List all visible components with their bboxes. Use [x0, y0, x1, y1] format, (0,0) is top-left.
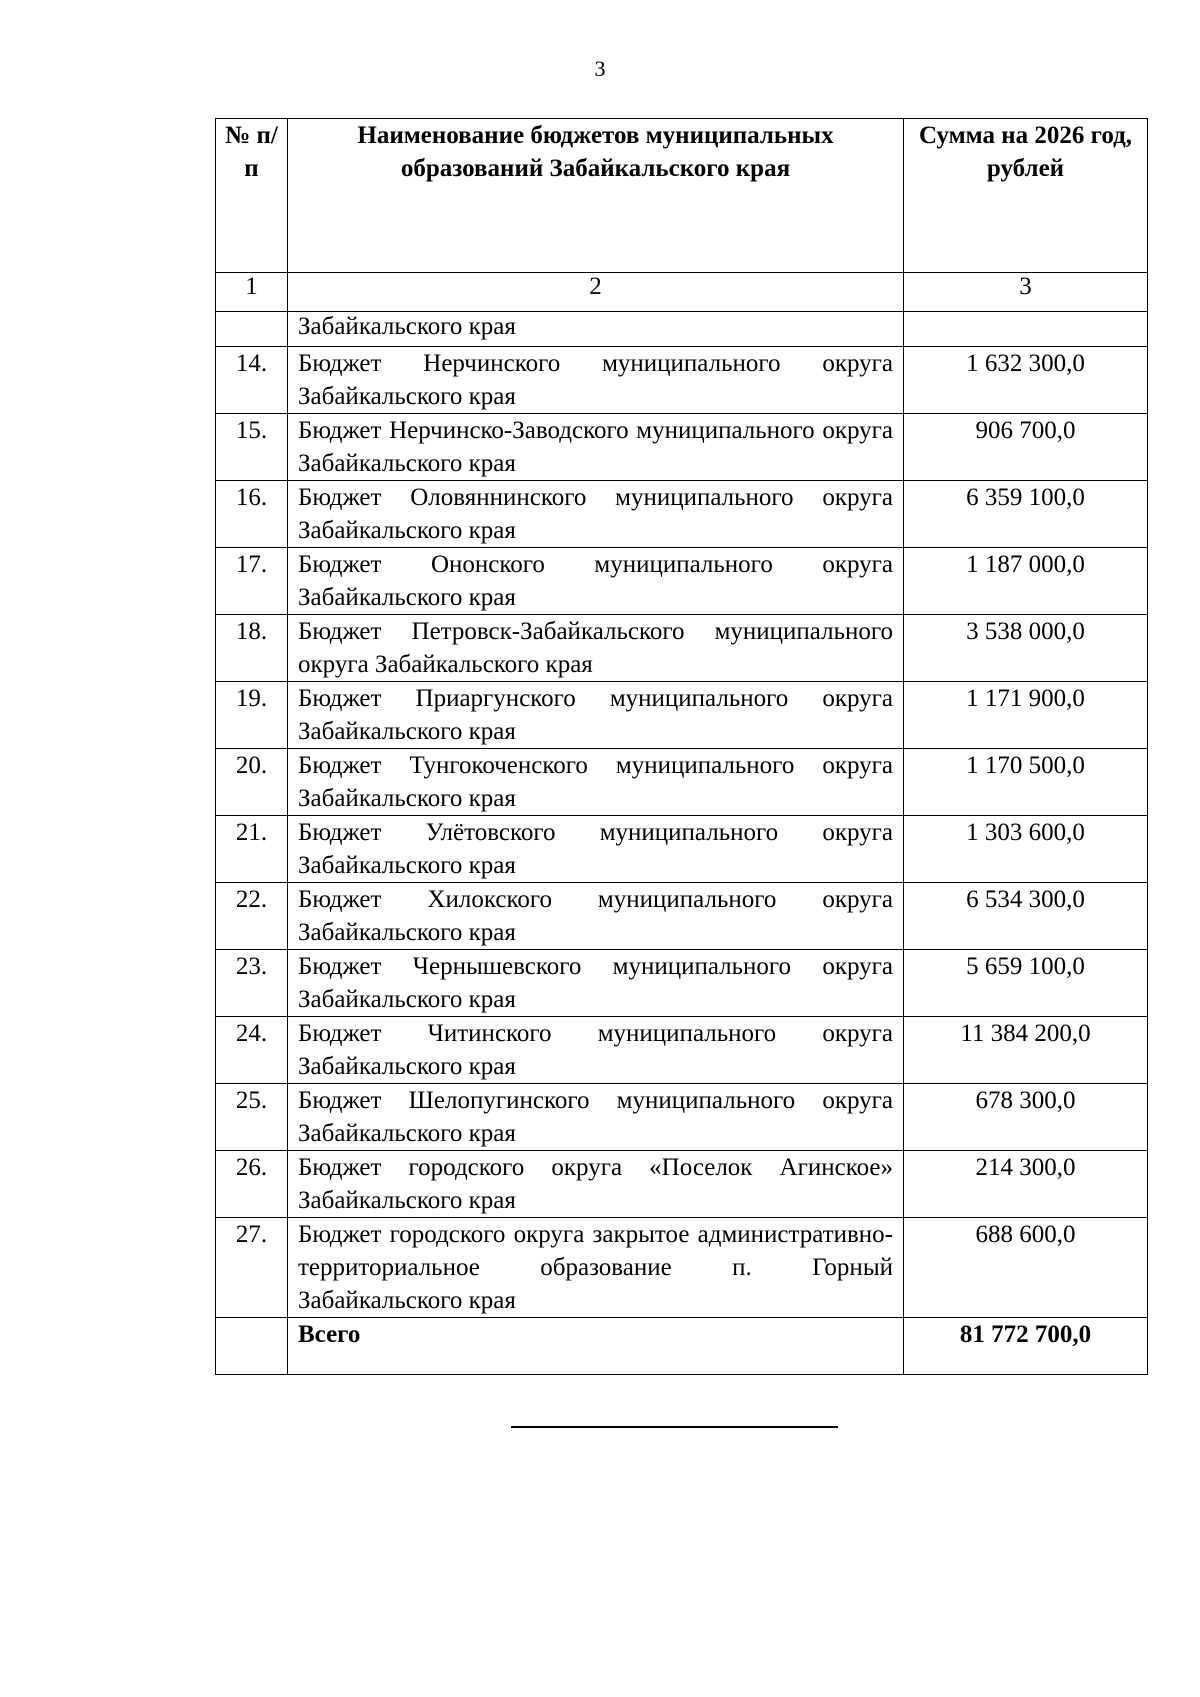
row-name: Бюджет городского округа закрытое административно-территориальное образование п. Горный Забайкальского края	[288, 1218, 904, 1318]
total-sum: 81 772 700,0	[904, 1318, 1148, 1375]
row-sum: 906 700,0	[904, 414, 1148, 481]
row-name: Бюджет Нерчинского муниципального округа Забайкальского края	[288, 347, 904, 414]
row-number: 27.	[216, 1218, 288, 1318]
row-number: 16.	[216, 481, 288, 548]
budget-table	[215, 118, 1148, 1375]
row-number	[216, 1318, 288, 1375]
row-number: 21.	[216, 816, 288, 883]
total-label: Всего	[288, 1318, 904, 1375]
table-row	[216, 1218, 1148, 1318]
row-sum: 1 303 600,0	[904, 816, 1148, 883]
table-row	[216, 1017, 1148, 1084]
table-row	[216, 481, 1148, 548]
table-row	[216, 883, 1148, 950]
row-name: Забайкальского края	[288, 312, 904, 347]
row-sum: 1 632 300,0	[904, 347, 1148, 414]
table-header-row	[216, 119, 1148, 273]
row-sum: 5 659 100,0	[904, 950, 1148, 1017]
table-row	[216, 1084, 1148, 1151]
row-number	[216, 312, 288, 347]
row-number: 20.	[216, 749, 288, 816]
row-sum: 678 300,0	[904, 1084, 1148, 1151]
row-name: Бюджет Шелопугинского муниципального округа Забайкальского края	[288, 1084, 904, 1151]
continuation-row	[216, 312, 1148, 347]
column-number: 2	[288, 273, 904, 312]
row-number: 14.	[216, 347, 288, 414]
row-name: Бюджет Чернышевского муниципального округа Забайкальского края	[288, 950, 904, 1017]
row-number: 23.	[216, 950, 288, 1017]
row-sum: 1 187 000,0	[904, 548, 1148, 615]
row-number: 19.	[216, 682, 288, 749]
row-number: 22.	[216, 883, 288, 950]
row-name: Бюджет Улётовского муниципального округа Забайкальского края	[288, 816, 904, 883]
row-sum: 688 600,0	[904, 1218, 1148, 1318]
total-row	[216, 1318, 1148, 1375]
row-sum: 214 300,0	[904, 1151, 1148, 1218]
column-numbers-row	[216, 273, 1148, 312]
header-name: Наименование бюджетов муниципальных образований Забайкальского края	[288, 119, 904, 273]
table-row	[216, 816, 1148, 883]
table-row	[216, 414, 1148, 481]
row-sum	[904, 312, 1148, 347]
row-sum: 6 534 300,0	[904, 883, 1148, 950]
row-number: 15.	[216, 414, 288, 481]
table-row	[216, 548, 1148, 615]
table-row	[216, 682, 1148, 749]
row-sum: 1 170 500,0	[904, 749, 1148, 816]
row-sum: 11 384 200,0	[904, 1017, 1148, 1084]
table-row	[216, 749, 1148, 816]
row-number: 25.	[216, 1084, 288, 1151]
row-number: 24.	[216, 1017, 288, 1084]
table-row	[216, 347, 1148, 414]
row-sum: 1 171 900,0	[904, 682, 1148, 749]
table-row	[216, 950, 1148, 1017]
header-sum: Сумма на 2026 год, рублей	[904, 119, 1148, 273]
column-number: 1	[216, 273, 288, 312]
row-number: 26.	[216, 1151, 288, 1218]
row-name: Бюджет Ононского муниципального округа Забайкальского края	[288, 548, 904, 615]
row-name: Бюджет Петровск-Забайкальского муниципального округа Забайкальского края	[288, 615, 904, 682]
row-number: 17.	[216, 548, 288, 615]
row-name: Бюджет Нерчинско-Заводского муниципального округа Забайкальского края	[288, 414, 904, 481]
end-divider	[511, 1426, 838, 1428]
row-number: 18.	[216, 615, 288, 682]
row-name: Бюджет Читинского муниципального округа Забайкальского края	[288, 1017, 904, 1084]
row-name: Бюджет городского округа «Поселок Агинское» Забайкальского края	[288, 1151, 904, 1218]
row-name: Бюджет Тунгокоченского муниципального округа Забайкальского края	[288, 749, 904, 816]
row-sum: 6 359 100,0	[904, 481, 1148, 548]
row-name: Бюджет Приаргунского муниципального округа Забайкальского края	[288, 682, 904, 749]
column-number: 3	[904, 273, 1148, 312]
header-number: № п/п	[216, 119, 288, 273]
table-row	[216, 615, 1148, 682]
row-sum: 3 538 000,0	[904, 615, 1148, 682]
row-name: Бюджет Оловяннинского муниципального округа Забайкальского края	[288, 481, 904, 548]
page-number: 3	[594, 56, 606, 81]
row-name: Бюджет Хилокского муниципального округа Забайкальского края	[288, 883, 904, 950]
table-row	[216, 1151, 1148, 1218]
